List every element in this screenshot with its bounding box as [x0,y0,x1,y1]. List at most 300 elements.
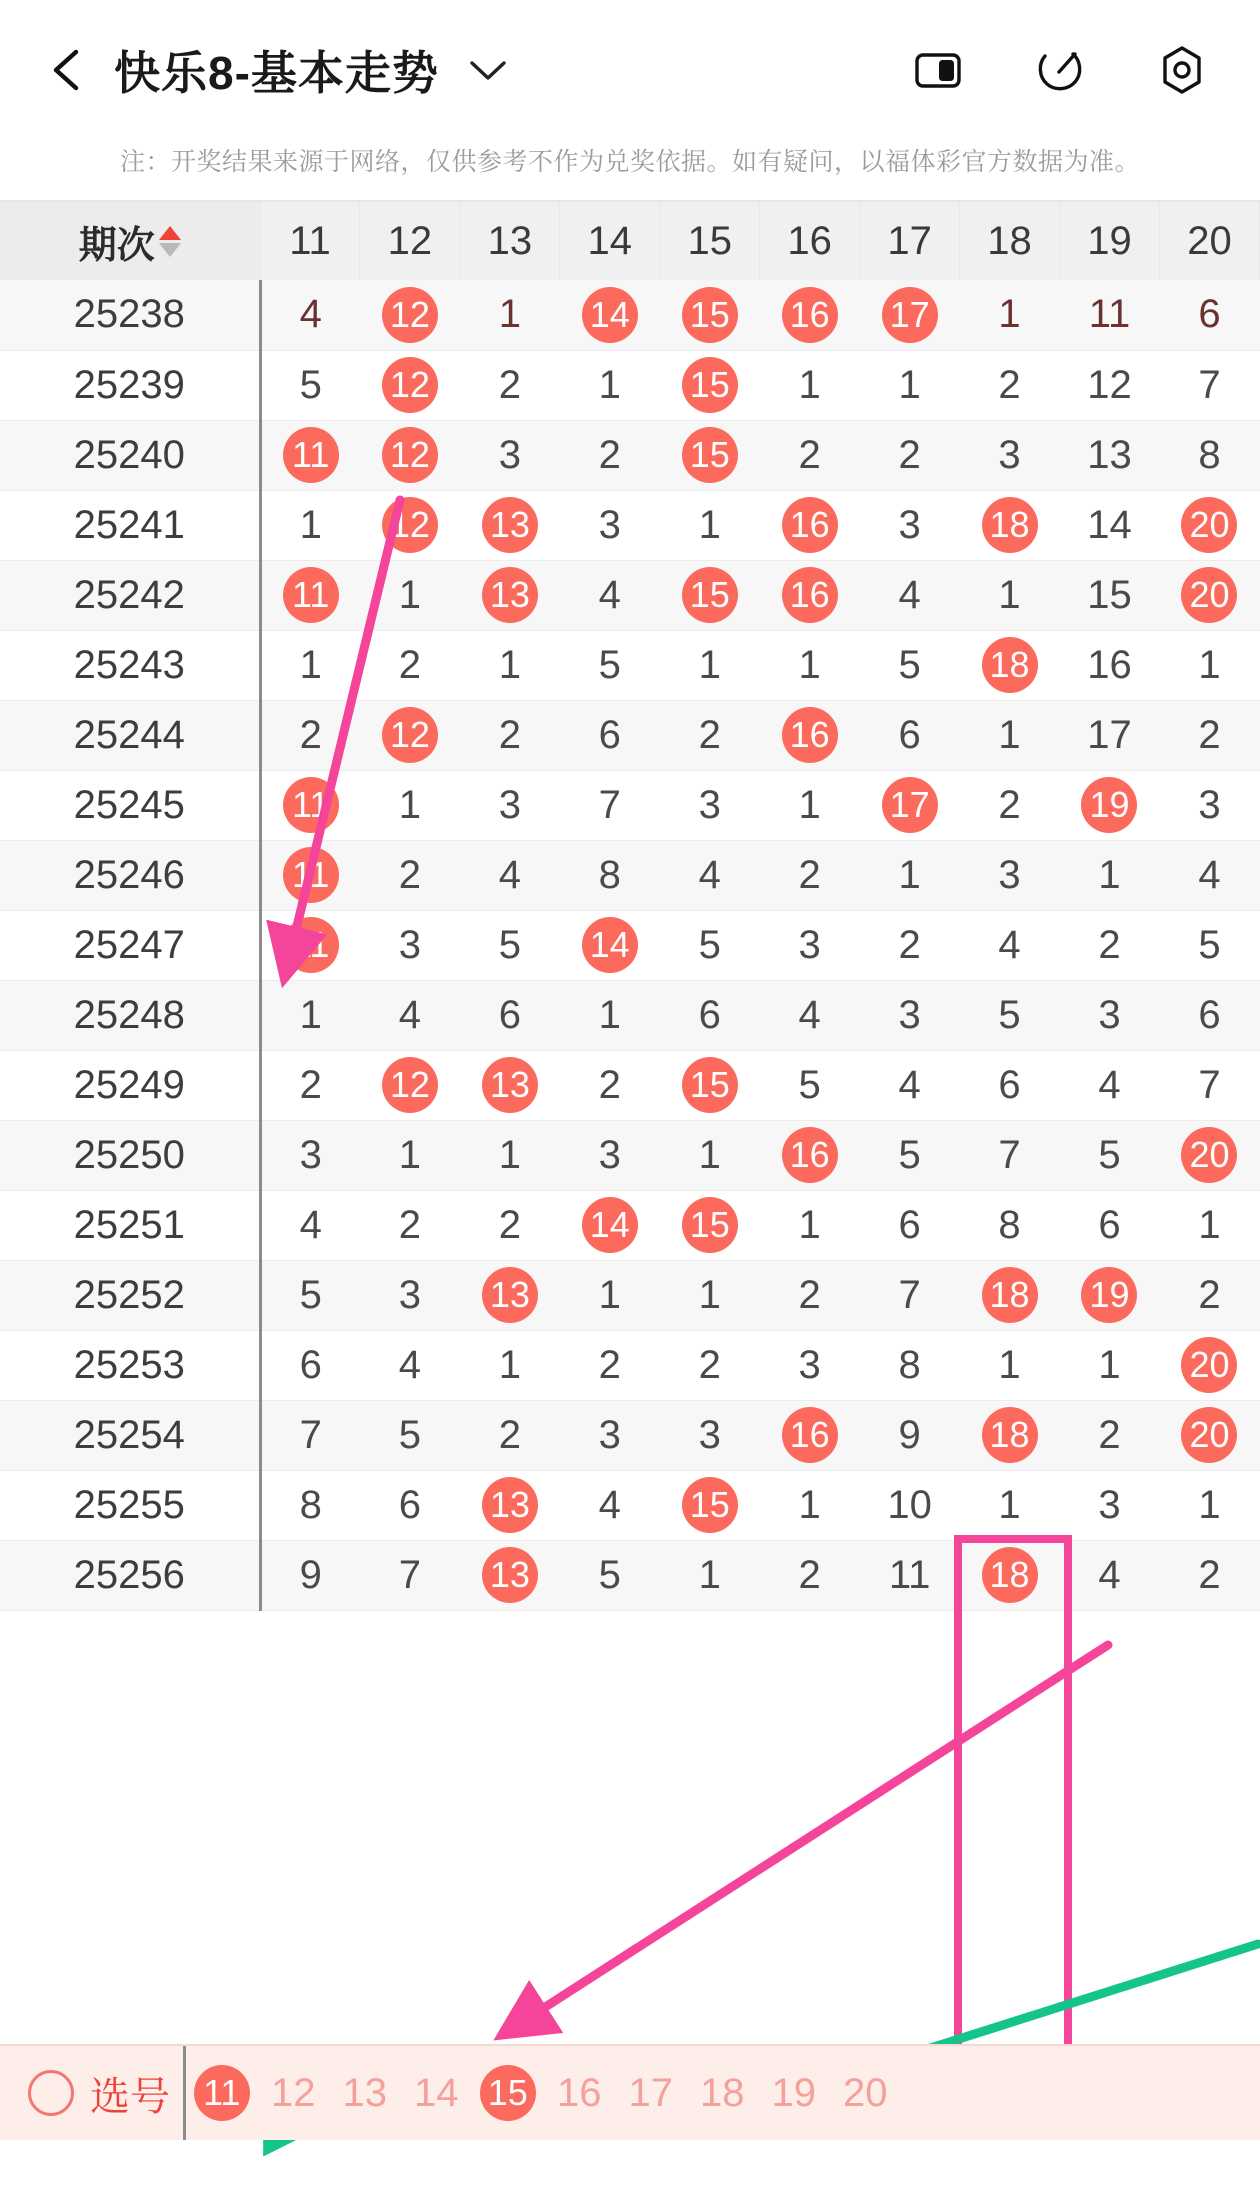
cell-hit[interactable] [460,490,560,560]
cell-miss[interactable]: 2 [560,1050,660,1120]
cell-miss[interactable]: 2 [1060,910,1160,980]
number-ball: 13 [482,1267,538,1323]
number-ball: 16 [782,1127,838,1183]
cell-miss[interactable]: 2 [260,700,360,770]
number-ball: 15 [682,427,738,483]
cell-miss[interactable]: 3 [660,770,760,840]
cell-miss[interactable]: 1 [460,1330,560,1400]
row-period: 25247 [0,910,260,980]
cell-hit[interactable] [860,770,960,840]
cell-miss[interactable]: 4 [760,980,860,1050]
table-row[interactable] [0,840,1260,910]
cell-hit[interactable] [960,490,1060,560]
cell-hit[interactable] [760,1120,860,1190]
app-header [0,0,1260,140]
cell-hit[interactable] [760,1400,860,1470]
cell-miss[interactable]: 1 [1060,840,1160,910]
sort-arrows[interactable] [159,226,181,257]
chevron-down-icon[interactable] [465,47,511,93]
cell-miss[interactable]: 6 [1159,280,1259,350]
number-ball: 12 [382,427,438,483]
cell-miss[interactable]: 2 [560,420,660,490]
cell-miss[interactable]: 5 [760,1050,860,1120]
cell-miss[interactable]: 1 [960,280,1060,350]
cell-miss[interactable]: 6 [1060,1190,1160,1260]
column-header-11[interactable]: 11 [260,202,360,280]
cell-miss[interactable]: 1 [1159,630,1259,700]
column-header-12[interactable]: 12 [360,202,460,280]
table-row[interactable] [0,280,1260,350]
cell-miss[interactable]: 3 [560,1400,660,1470]
cell-miss[interactable]: 1 [760,630,860,700]
cell-miss[interactable]: 4 [860,560,960,630]
cell-miss[interactable]: 6 [360,1470,460,1540]
cell-hit[interactable] [460,1260,560,1330]
cell-miss[interactable]: 4 [860,1050,960,1120]
share-icon[interactable] [1032,42,1088,98]
cell-miss[interactable]: 7 [1159,1050,1259,1120]
table-row[interactable] [0,770,1260,840]
cell-hit[interactable] [260,910,360,980]
cell-miss[interactable]: 3 [660,1400,760,1470]
cell-miss[interactable]: 4 [1060,1540,1160,1610]
cell-miss[interactable]: 1 [960,700,1060,770]
cell-miss[interactable]: 1 [760,1470,860,1540]
cell-miss[interactable]: 1 [1060,1330,1160,1400]
cell-miss[interactable]: 4 [660,840,760,910]
cell-miss[interactable]: 13 [1060,420,1160,490]
cell-hit[interactable] [1159,560,1259,630]
number-ball: 14 [582,287,638,343]
cell-hit[interactable] [960,1540,1060,1610]
cell-miss[interactable]: 7 [860,1260,960,1330]
number-ball: 13 [482,567,538,623]
select-number[interactable]: 14 [414,2070,459,2115]
cell-hit[interactable] [960,630,1060,700]
cell-hit[interactable] [560,910,660,980]
number-ball: 20 [1181,1127,1237,1183]
settings-icon[interactable] [1154,42,1210,98]
number-ball: 16 [782,1407,838,1463]
cell-miss[interactable]: 3 [860,490,960,560]
cell-miss[interactable]: 2 [760,420,860,490]
number-ball-selected: 15 [480,2065,536,2121]
row-period: 25254 [0,1400,260,1470]
number-ball: 19 [1081,777,1137,833]
cell-miss[interactable]: 4 [560,560,660,630]
cell-miss[interactable]: 5 [560,630,660,700]
row-period: 25252 [0,1260,260,1330]
cell-miss[interactable]: 3 [560,490,660,560]
cell-miss[interactable]: 1 [360,1120,460,1190]
cell-hit[interactable] [660,1050,760,1120]
select-number[interactable]: 19 [771,2070,816,2115]
cell-miss[interactable]: 8 [260,1470,360,1540]
cell-miss[interactable]: 6 [860,1190,960,1260]
trend-table [0,202,1260,1611]
cell-miss[interactable]: 3 [960,420,1060,490]
cell-hit[interactable] [260,840,360,910]
cell-hit[interactable] [660,1470,760,1540]
table-row[interactable] [0,1540,1260,1610]
cell-miss[interactable]: 10 [860,1470,960,1540]
cell-miss[interactable]: 3 [1159,770,1259,840]
cell-miss[interactable]: 2 [460,350,560,420]
cell-miss[interactable]: 2 [660,1330,760,1400]
column-header-18[interactable]: 18 [960,202,1060,280]
select-label-group[interactable] [0,2046,186,2140]
table-row[interactable] [0,1400,1260,1470]
number-ball: 18 [982,1267,1038,1323]
cell-miss[interactable]: 1 [260,630,360,700]
select-number[interactable]: 12 [271,2070,316,2115]
cell-miss[interactable]: 17 [1060,700,1160,770]
header-actions [910,42,1220,98]
cell-hit[interactable] [560,1190,660,1260]
cell-hit[interactable] [260,560,360,630]
cell-miss[interactable]: 11 [1060,280,1160,350]
table-row[interactable] [0,560,1260,630]
cell-miss[interactable]: 6 [1159,980,1259,1050]
number-ball: 13 [482,497,538,553]
row-period: 25239 [0,350,260,420]
cell-miss[interactable]: 5 [860,630,960,700]
table-row[interactable] [0,1330,1260,1400]
sort-ascending-arrow[interactable] [159,226,181,240]
cell-miss[interactable]: 5 [360,1400,460,1470]
cell-miss[interactable]: 7 [560,770,660,840]
cell-miss[interactable]: 2 [860,910,960,980]
cell-hit[interactable] [760,560,860,630]
cell-hit[interactable] [560,280,660,350]
table-row[interactable] [0,980,1260,1050]
cell-miss[interactable]: 6 [260,1330,360,1400]
cell-hit[interactable] [360,490,460,560]
cell-miss[interactable]: 3 [560,1120,660,1190]
select-number-list [186,2046,1260,2140]
sort-descending-arrow[interactable] [159,243,181,257]
cell-miss[interactable]: 4 [960,910,1060,980]
number-ball: 11 [283,917,339,973]
cell-miss[interactable]: 5 [260,350,360,420]
cell-miss[interactable]: 2 [960,350,1060,420]
select-label: 选号 [90,2074,170,2119]
column-header-14[interactable]: 14 [560,202,660,280]
number-ball: 18 [982,1407,1038,1463]
table-row[interactable] [0,350,1260,420]
number-ball: 11 [283,777,339,833]
cell-miss[interactable]: 5 [260,1260,360,1330]
cell-miss[interactable]: 5 [660,910,760,980]
select-number[interactable] [186,2065,258,2121]
period-header-label: 期次 [78,224,155,267]
cell-miss[interactable]: 1 [560,1260,660,1330]
number-ball: 14 [582,1197,638,1253]
cell-hit[interactable] [760,280,860,350]
table-row[interactable] [0,1260,1260,1330]
trend-table-container[interactable] [0,200,1260,2140]
table-row[interactable] [0,1120,1260,1190]
number-ball: 12 [382,497,438,553]
cell-miss[interactable]: 5 [460,910,560,980]
cell-miss[interactable]: 2 [360,1190,460,1260]
cell-miss[interactable]: 5 [1060,1120,1160,1190]
column-header-period[interactable] [0,202,260,280]
cell-miss[interactable]: 2 [1159,1540,1259,1610]
cell-miss[interactable]: 2 [260,1050,360,1120]
table-row[interactable] [0,1190,1260,1260]
cell-miss[interactable]: 3 [960,840,1060,910]
number-ball: 15 [682,1057,738,1113]
cell-miss[interactable]: 8 [860,1330,960,1400]
table-row[interactable] [0,700,1260,770]
table-row[interactable] [0,490,1260,560]
number-ball: 20 [1181,1337,1237,1393]
cell-miss[interactable]: 4 [1060,1050,1160,1120]
number-ball: 15 [682,567,738,623]
cell-hit[interactable] [1060,770,1160,840]
cell-miss[interactable]: 5 [860,1120,960,1190]
cell-miss[interactable]: 1 [460,1120,560,1190]
cell-hit[interactable] [1159,490,1259,560]
cell-miss[interactable]: 3 [460,770,560,840]
table-row[interactable] [0,630,1260,700]
row-period: 25244 [0,700,260,770]
cell-miss[interactable]: 1 [360,560,460,630]
cell-miss[interactable]: 2 [360,630,460,700]
number-ball: 16 [782,707,838,763]
cell-miss[interactable]: 5 [560,1540,660,1610]
cell-miss[interactable]: 3 [360,910,460,980]
select-number[interactable]: 16 [557,2070,602,2115]
cell-hit[interactable] [660,420,760,490]
row-period: 25255 [0,1470,260,1540]
cell-miss[interactable]: 12 [1060,350,1160,420]
cell-miss[interactable]: 1 [660,630,760,700]
row-period: 25241 [0,490,260,560]
cell-hit[interactable] [460,1540,560,1610]
number-ball: 15 [682,357,738,413]
disclaimer-note: 注：开奖结果来源于网络，仅供参考不作为兑奖依据。如有疑问，以福体彩官方数据为准。 [119,148,1140,176]
cell-miss[interactable]: 15 [1060,560,1160,630]
cell-miss[interactable]: 1 [760,350,860,420]
number-ball: 13 [482,1057,538,1113]
cell-miss[interactable]: 7 [260,1400,360,1470]
cell-miss[interactable]: 2 [460,1400,560,1470]
cell-miss[interactable]: 1 [560,980,660,1050]
cell-hit[interactable] [1159,1120,1259,1190]
select-number[interactable]: 20 [843,2070,888,2115]
table-row[interactable] [0,910,1260,980]
cell-hit[interactable] [760,700,860,770]
cell-miss[interactable]: 1 [660,490,760,560]
table-body [0,280,1260,1610]
cell-miss[interactable]: 7 [960,1120,1060,1190]
cell-hit[interactable] [1159,1330,1259,1400]
number-ball: 16 [782,287,838,343]
cell-hit[interactable] [960,1400,1060,1470]
cell-miss[interactable]: 3 [1060,980,1160,1050]
row-period: 25250 [0,1120,260,1190]
cell-miss[interactable]: 2 [460,1190,560,1260]
cell-miss[interactable]: 4 [360,1330,460,1400]
number-ball: 18 [982,497,1038,553]
column-header-17[interactable]: 17 [860,202,960,280]
cell-miss[interactable]: 1 [760,770,860,840]
cell-miss[interactable]: 2 [1060,1400,1160,1470]
cell-miss[interactable]: 1 [660,1540,760,1610]
cell-miss[interactable]: 4 [260,280,360,350]
cell-miss[interactable]: 2 [760,840,860,910]
cell-miss[interactable]: 4 [460,840,560,910]
back-icon[interactable] [40,42,96,98]
cell-miss[interactable]: 1 [660,1260,760,1330]
cell-miss[interactable]: 1 [960,1470,1060,1540]
cell-miss[interactable]: 6 [560,700,660,770]
cell-hit[interactable] [460,1470,560,1540]
circle-outline-icon[interactable] [28,2070,74,2116]
cell-miss[interactable]: 6 [960,1050,1060,1120]
cell-hit[interactable] [460,1050,560,1120]
cell-miss[interactable]: 2 [760,1260,860,1330]
cell-miss[interactable]: 1 [1159,1190,1259,1260]
cell-hit[interactable] [1060,1260,1160,1330]
row-period: 25246 [0,840,260,910]
cell-miss[interactable]: 4 [360,980,460,1050]
number-ball: 15 [682,287,738,343]
cell-miss[interactable]: 4 [1159,840,1259,910]
cell-miss[interactable]: 2 [560,1330,660,1400]
select-number[interactable]: 13 [342,2070,387,2115]
cell-miss[interactable]: 8 [560,840,660,910]
number-ball: 17 [882,287,938,343]
cell-miss[interactable]: 3 [760,1330,860,1400]
number-ball: 11 [283,847,339,903]
column-header-20[interactable]: 20 [1159,202,1259,280]
cell-hit[interactable] [1159,1400,1259,1470]
cell-miss[interactable]: 7 [360,1540,460,1610]
cell-hit[interactable] [960,1260,1060,1330]
cell-miss[interactable]: 8 [1159,420,1259,490]
number-ball: 11 [283,427,339,483]
number-ball: 20 [1181,497,1237,553]
table-row[interactable] [0,1470,1260,1540]
table-row[interactable] [0,1050,1260,1120]
cell-miss[interactable]: 6 [660,980,760,1050]
cell-miss[interactable]: 5 [1159,910,1259,980]
cell-hit[interactable] [360,1050,460,1120]
number-select-row[interactable] [0,2044,1260,2140]
cell-miss[interactable]: 1 [860,840,960,910]
cell-miss[interactable]: 2 [1159,1260,1259,1330]
row-period: 25238 [0,280,260,350]
cell-miss[interactable]: 1 [660,1120,760,1190]
cell-hit[interactable] [460,560,560,630]
cell-miss[interactable]: 14 [1060,490,1160,560]
select-number[interactable]: 17 [628,2070,673,2115]
cell-miss[interactable]: 1 [860,350,960,420]
number-ball: 19 [1081,1267,1137,1323]
cell-miss[interactable]: 3 [860,980,960,1050]
cell-miss[interactable]: 2 [460,700,560,770]
cell-miss[interactable]: 6 [460,980,560,1050]
cell-hit[interactable] [760,490,860,560]
column-header-13[interactable]: 13 [460,202,560,280]
cell-miss[interactable]: 1 [960,1330,1060,1400]
cell-miss[interactable]: 1 [560,350,660,420]
select-number[interactable] [472,2065,544,2121]
cell-miss[interactable]: 3 [460,420,560,490]
number-ball: 20 [1181,567,1237,623]
number-ball: 18 [982,637,1038,693]
cell-miss[interactable]: 1 [1159,1470,1259,1540]
cell-hit[interactable] [260,770,360,840]
select-number[interactable]: 18 [700,2070,745,2115]
cell-miss[interactable]: 9 [860,1400,960,1470]
cell-miss[interactable]: 9 [260,1540,360,1610]
cell-miss[interactable]: 1 [960,560,1060,630]
cell-miss[interactable]: 16 [1060,630,1160,700]
column-header-19[interactable]: 19 [1060,202,1160,280]
row-period: 25251 [0,1190,260,1260]
cell-miss[interactable]: 3 [760,910,860,980]
cell-miss[interactable]: 1 [460,630,560,700]
cell-miss[interactable]: 4 [260,1190,360,1260]
column-header-15[interactable]: 15 [660,202,760,280]
cell-miss[interactable]: 1 [260,490,360,560]
cell-miss[interactable]: 2 [860,420,960,490]
cell-miss[interactable]: 1 [460,280,560,350]
page-title: 快乐8-基本走势 [114,47,439,99]
cell-hit[interactable] [360,280,460,350]
table-header [0,202,1260,280]
cell-miss[interactable]: 4 [560,1470,660,1540]
cell-miss[interactable]: 1 [360,770,460,840]
cell-hit[interactable] [360,420,460,490]
table-row[interactable] [0,420,1260,490]
cell-hit[interactable] [660,350,760,420]
cell-miss[interactable]: 3 [360,1260,460,1330]
number-ball: 17 [882,777,938,833]
cell-hit[interactable] [860,280,960,350]
number-ball-selected: 11 [194,2065,250,2121]
cell-hit[interactable] [660,1190,760,1260]
cell-hit[interactable] [260,420,360,490]
cell-miss[interactable]: 3 [260,1120,360,1190]
cell-hit[interactable] [660,560,760,630]
cell-miss[interactable]: 8 [960,1190,1060,1260]
cell-miss[interactable]: 2 [660,700,760,770]
cell-miss[interactable]: 2 [360,840,460,910]
cell-miss[interactable]: 2 [760,1540,860,1610]
cell-miss[interactable]: 1 [260,980,360,1050]
cell-hit[interactable] [360,350,460,420]
cell-miss[interactable]: 2 [1159,700,1259,770]
cell-miss[interactable]: 1 [760,1190,860,1260]
cell-miss[interactable]: 3 [1060,1470,1160,1540]
layout-toggle-icon[interactable] [910,42,966,98]
column-header-16[interactable]: 16 [760,202,860,280]
cell-hit[interactable] [360,700,460,770]
cell-miss[interactable]: 7 [1159,350,1259,420]
cell-miss[interactable]: 5 [960,980,1060,1050]
cell-miss[interactable]: 2 [960,770,1060,840]
cell-miss[interactable]: 6 [860,700,960,770]
row-period: 25249 [0,1050,260,1120]
cell-hit[interactable] [660,280,760,350]
cell-miss[interactable]: 11 [860,1540,960,1610]
number-ball: 11 [283,567,339,623]
